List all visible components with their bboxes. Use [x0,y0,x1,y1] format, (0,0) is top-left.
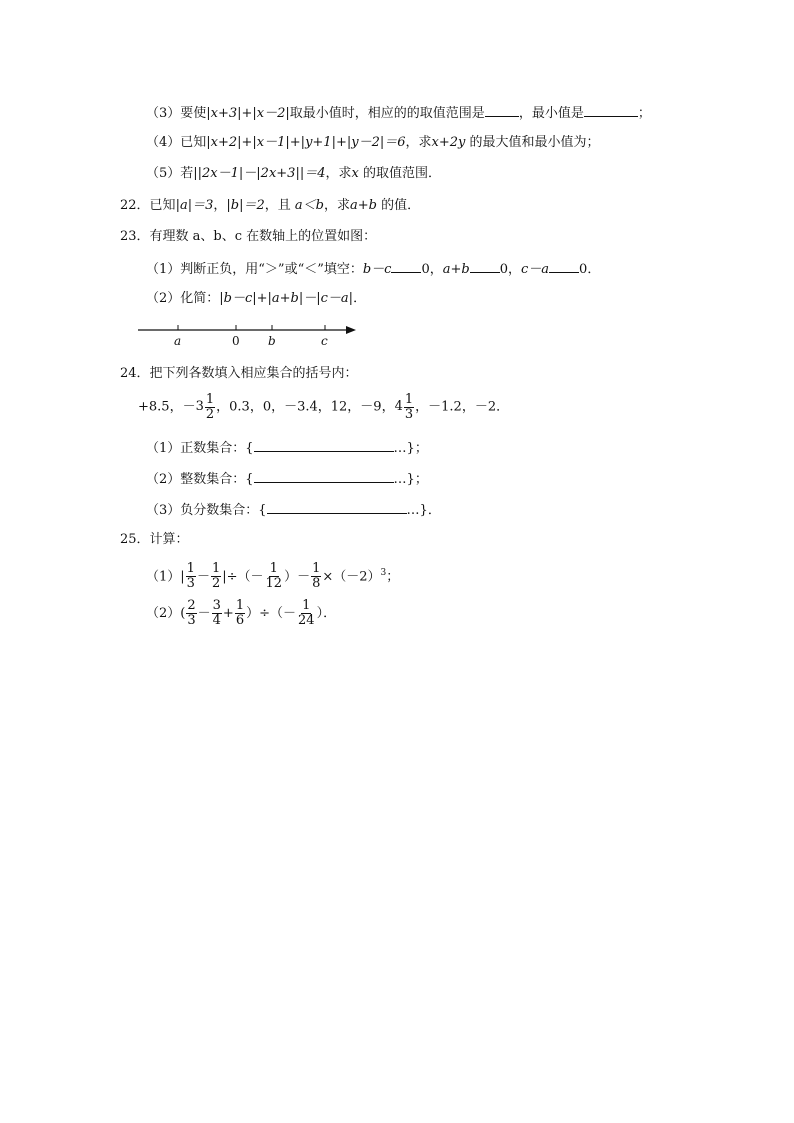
text: …}； [393,472,428,487]
question-number: 25． [120,532,150,547]
denominator: 3 [186,576,195,592]
text: ，且 [264,198,295,213]
text: 的取值范围． [358,166,441,181]
fraction [297,599,316,628]
expression: ||2x－1|－|2x+3||＝4 [193,166,326,181]
number-list [138,392,509,423]
q21-part4 [146,135,600,151]
numerator: 1 [205,391,215,407]
number-line-graphic [138,320,368,352]
label-b: b [268,334,276,348]
part-label: （2）化简： [146,291,220,306]
label-0: 0 [232,334,240,348]
expression: |b|＝2 [226,198,265,213]
whole: 3 [195,399,204,414]
text: ）． [316,606,337,621]
question-number: 23． [120,229,150,244]
question-number: 22． [120,198,150,213]
fraction [186,599,196,628]
fraction [205,393,215,422]
answer-blank[interactable] [267,501,407,514]
part-label: （5）若 [146,166,194,181]
text: ，求 [323,198,350,213]
numerator: 3 [212,598,221,613]
part-label: （3）要使 [146,106,207,121]
text: ． [353,291,367,306]
text: 的最大值和最小值为； [465,135,600,150]
part-label: （4）已知 [146,135,207,150]
question-text: 把下列各数填入相应集合的括号内： [149,366,358,381]
q21-part5 [146,166,441,182]
q25-part2 [146,599,336,629]
part-label: （2）( [146,606,186,621]
numerator: 1 [302,598,311,613]
answer-blank[interactable] [391,260,421,273]
text: ； [637,106,651,121]
text: ，－1.2，－2． [415,399,510,415]
expression: c－a [521,262,550,277]
operator: + [222,606,234,621]
answer-blank[interactable] [549,260,579,273]
text: ×（－2） [322,569,381,585]
part-label: （2）整数集合：{ [146,472,254,487]
part-label: （3）负分数集合：{ [146,503,267,518]
denominator: 3 [404,406,414,422]
part-label: （1）正数集合：{ [146,441,254,456]
question-text: 有理数 a、b、c 在数轴上的位置如图： [149,229,377,244]
denominator: 8 [312,576,321,592]
text: 已知 [149,198,176,213]
numerator: 1 [269,561,278,577]
q24-part2 [146,470,428,488]
variable: x [351,166,359,181]
q21-part3 [146,104,651,122]
operator: － [197,606,211,621]
q24-part1 [146,439,428,457]
text: ，求 [405,135,432,150]
numerator: 2 [187,598,196,613]
text: ， [213,198,227,213]
exponent: 3 [380,568,387,578]
numerator: 1 [404,391,414,407]
fraction [186,562,196,591]
numerator: 1 [186,561,195,577]
text: ，0.3，0，－3.4，12，－9， [216,399,395,415]
expression: |a|＝3 [175,198,214,213]
text: 0， [421,262,443,277]
fraction [404,393,414,422]
text: 0． [579,262,601,277]
expression: x+2y [431,135,466,150]
denominator: 4 [212,613,221,628]
fraction [311,562,321,591]
denominator: 2 [211,576,221,592]
part-label: （1）| [146,569,185,585]
answer-blank[interactable] [254,470,394,483]
q23-part2 [146,291,366,307]
text: 取最小值时，相应的的取值范围是 [289,106,485,121]
denominator: 6 [235,613,245,628]
answer-blank[interactable] [485,104,519,117]
expression: b－c [362,262,392,277]
operator: － [196,569,210,585]
label-c: c [321,334,328,348]
text: ； [386,569,400,585]
question-22 [120,198,420,214]
expression: a+b [442,262,470,277]
q24-part3 [146,501,441,519]
answer-blank[interactable] [470,260,500,273]
fraction [212,599,222,628]
text: +8.5，－ [138,399,196,415]
text: ）÷（－ [246,606,297,621]
denominator: 2 [205,406,215,422]
answer-blank[interactable] [254,439,394,452]
answer-blank[interactable] [584,104,638,117]
denominator: 3 [187,613,196,628]
numerator: 1 [312,561,321,577]
mixed-number [395,392,416,422]
expression: |x+3|+|x－2| [206,106,290,121]
text: ）－ [284,569,311,585]
expression: |x+2|+|x－1|+|y+1|+|y－2|＝6 [206,135,406,150]
expression: |b－c|+|a+b|－|c－a| [219,291,354,306]
question-24 [120,366,358,382]
fraction [235,599,245,628]
part-label: （1）判断正负，用“＞”或“＜”填空： [146,262,363,277]
text: ，求 [325,166,352,181]
number-line [138,320,368,356]
q25-part1 [146,558,399,592]
fraction [211,562,221,591]
question-25 [120,532,189,548]
label-a: a [174,334,182,348]
arrow-icon [346,326,356,334]
text: ，最小值是 [518,106,584,121]
denominator: 24 [298,613,315,628]
numerator: 1 [211,561,221,577]
mixed-number [196,392,217,422]
whole: 4 [394,399,403,414]
fraction [265,562,284,591]
question-number: 24． [120,366,150,381]
question-text: 计算： [149,532,189,547]
numerator: 1 [235,598,245,613]
question-23 [120,229,376,245]
expression: a＜b [294,198,324,213]
text: 的值． [376,198,421,213]
text: |÷（－ [222,569,264,585]
text: …}； [393,441,428,456]
text: 0， [499,262,521,277]
text: …}． [406,503,441,518]
denominator: 12 [265,576,283,592]
q23-part1 [146,260,600,278]
expression: a+b [349,198,377,213]
